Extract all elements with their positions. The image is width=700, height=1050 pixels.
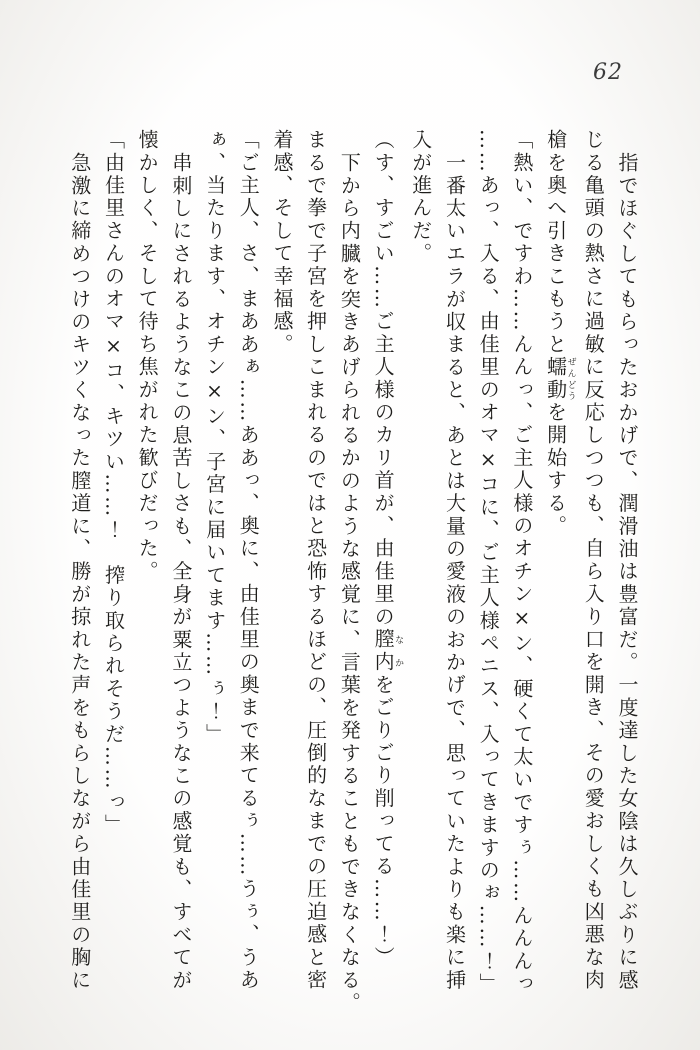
text-line: 「熱い、ですわ……んんっ、ご主人様のオチン×ン、硬くて太いですぅ……んんんっ (509, 129, 534, 996)
text-line: 下から内臓を突きあげられるかのような感覚に、言葉を発することもできなくなる。 (337, 151, 362, 1015)
text-line: 「由佳里さんのオマ×コ、キツい……！ 搾り取られそうだ……っ」 (101, 129, 126, 837)
text-line: （す、すごい……ご主人様のカリ首が、由佳里の膣内なかをごりごり削ってる……！） (371, 129, 404, 969)
text-line: まるで拳で子宮を押しこまれるのではと恐怖するほどの、圧倒的なまでの圧迫感と密 (303, 129, 328, 992)
text-line: 入が進んだ。 (408, 129, 433, 266)
vertical-text-block (62, 129, 643, 1015)
text-line: 急激に締めつけのキツくなった膣道に、勝が掠れた声をもらしながら由佳里の胸に (67, 151, 92, 992)
text-line: 着感、そして幸福感。 (269, 129, 294, 356)
text-line: じる亀頭の熱さに過敏に反応しつつも、自ら入り口を開き、その愛おしくも凶悪な肉 (581, 129, 606, 992)
text-line: 串刺しにされるようなこの息苦しさも、全身が粟立つようなこの感覚も、すべてが (168, 151, 193, 992)
text-line: 指でほぐしてもらったおかげで、潤滑油は豊富だ。一度達した女陰は久しぶりに感 (615, 151, 639, 992)
text-line: 槍を奥へ引きこもうと蠕動ぜんどうを開始する。 (543, 129, 576, 538)
text-line: 一番太いエラが収まると、あとは大量の愛液のおかげで、思っていたよりも楽に挿 (442, 151, 467, 992)
page-number: 62 (593, 60, 623, 85)
text-line: ぁ、当たります、オチン×ン、子宮に届いてます……ぅ！」 (202, 129, 227, 746)
text-line: 懐かしく、そして待ち焦がれた歓びだった。 (135, 129, 160, 583)
text-line: 「ご主人、さ、まああぁ……ああっ、奥に、由佳里の奥まで来てるぅ……うぅ、うあ (236, 129, 261, 992)
text-line: ……あっ、入る、由佳里のオマ×コに、ご主人様ペニス、入ってきますのぉ……！」 (476, 129, 501, 996)
